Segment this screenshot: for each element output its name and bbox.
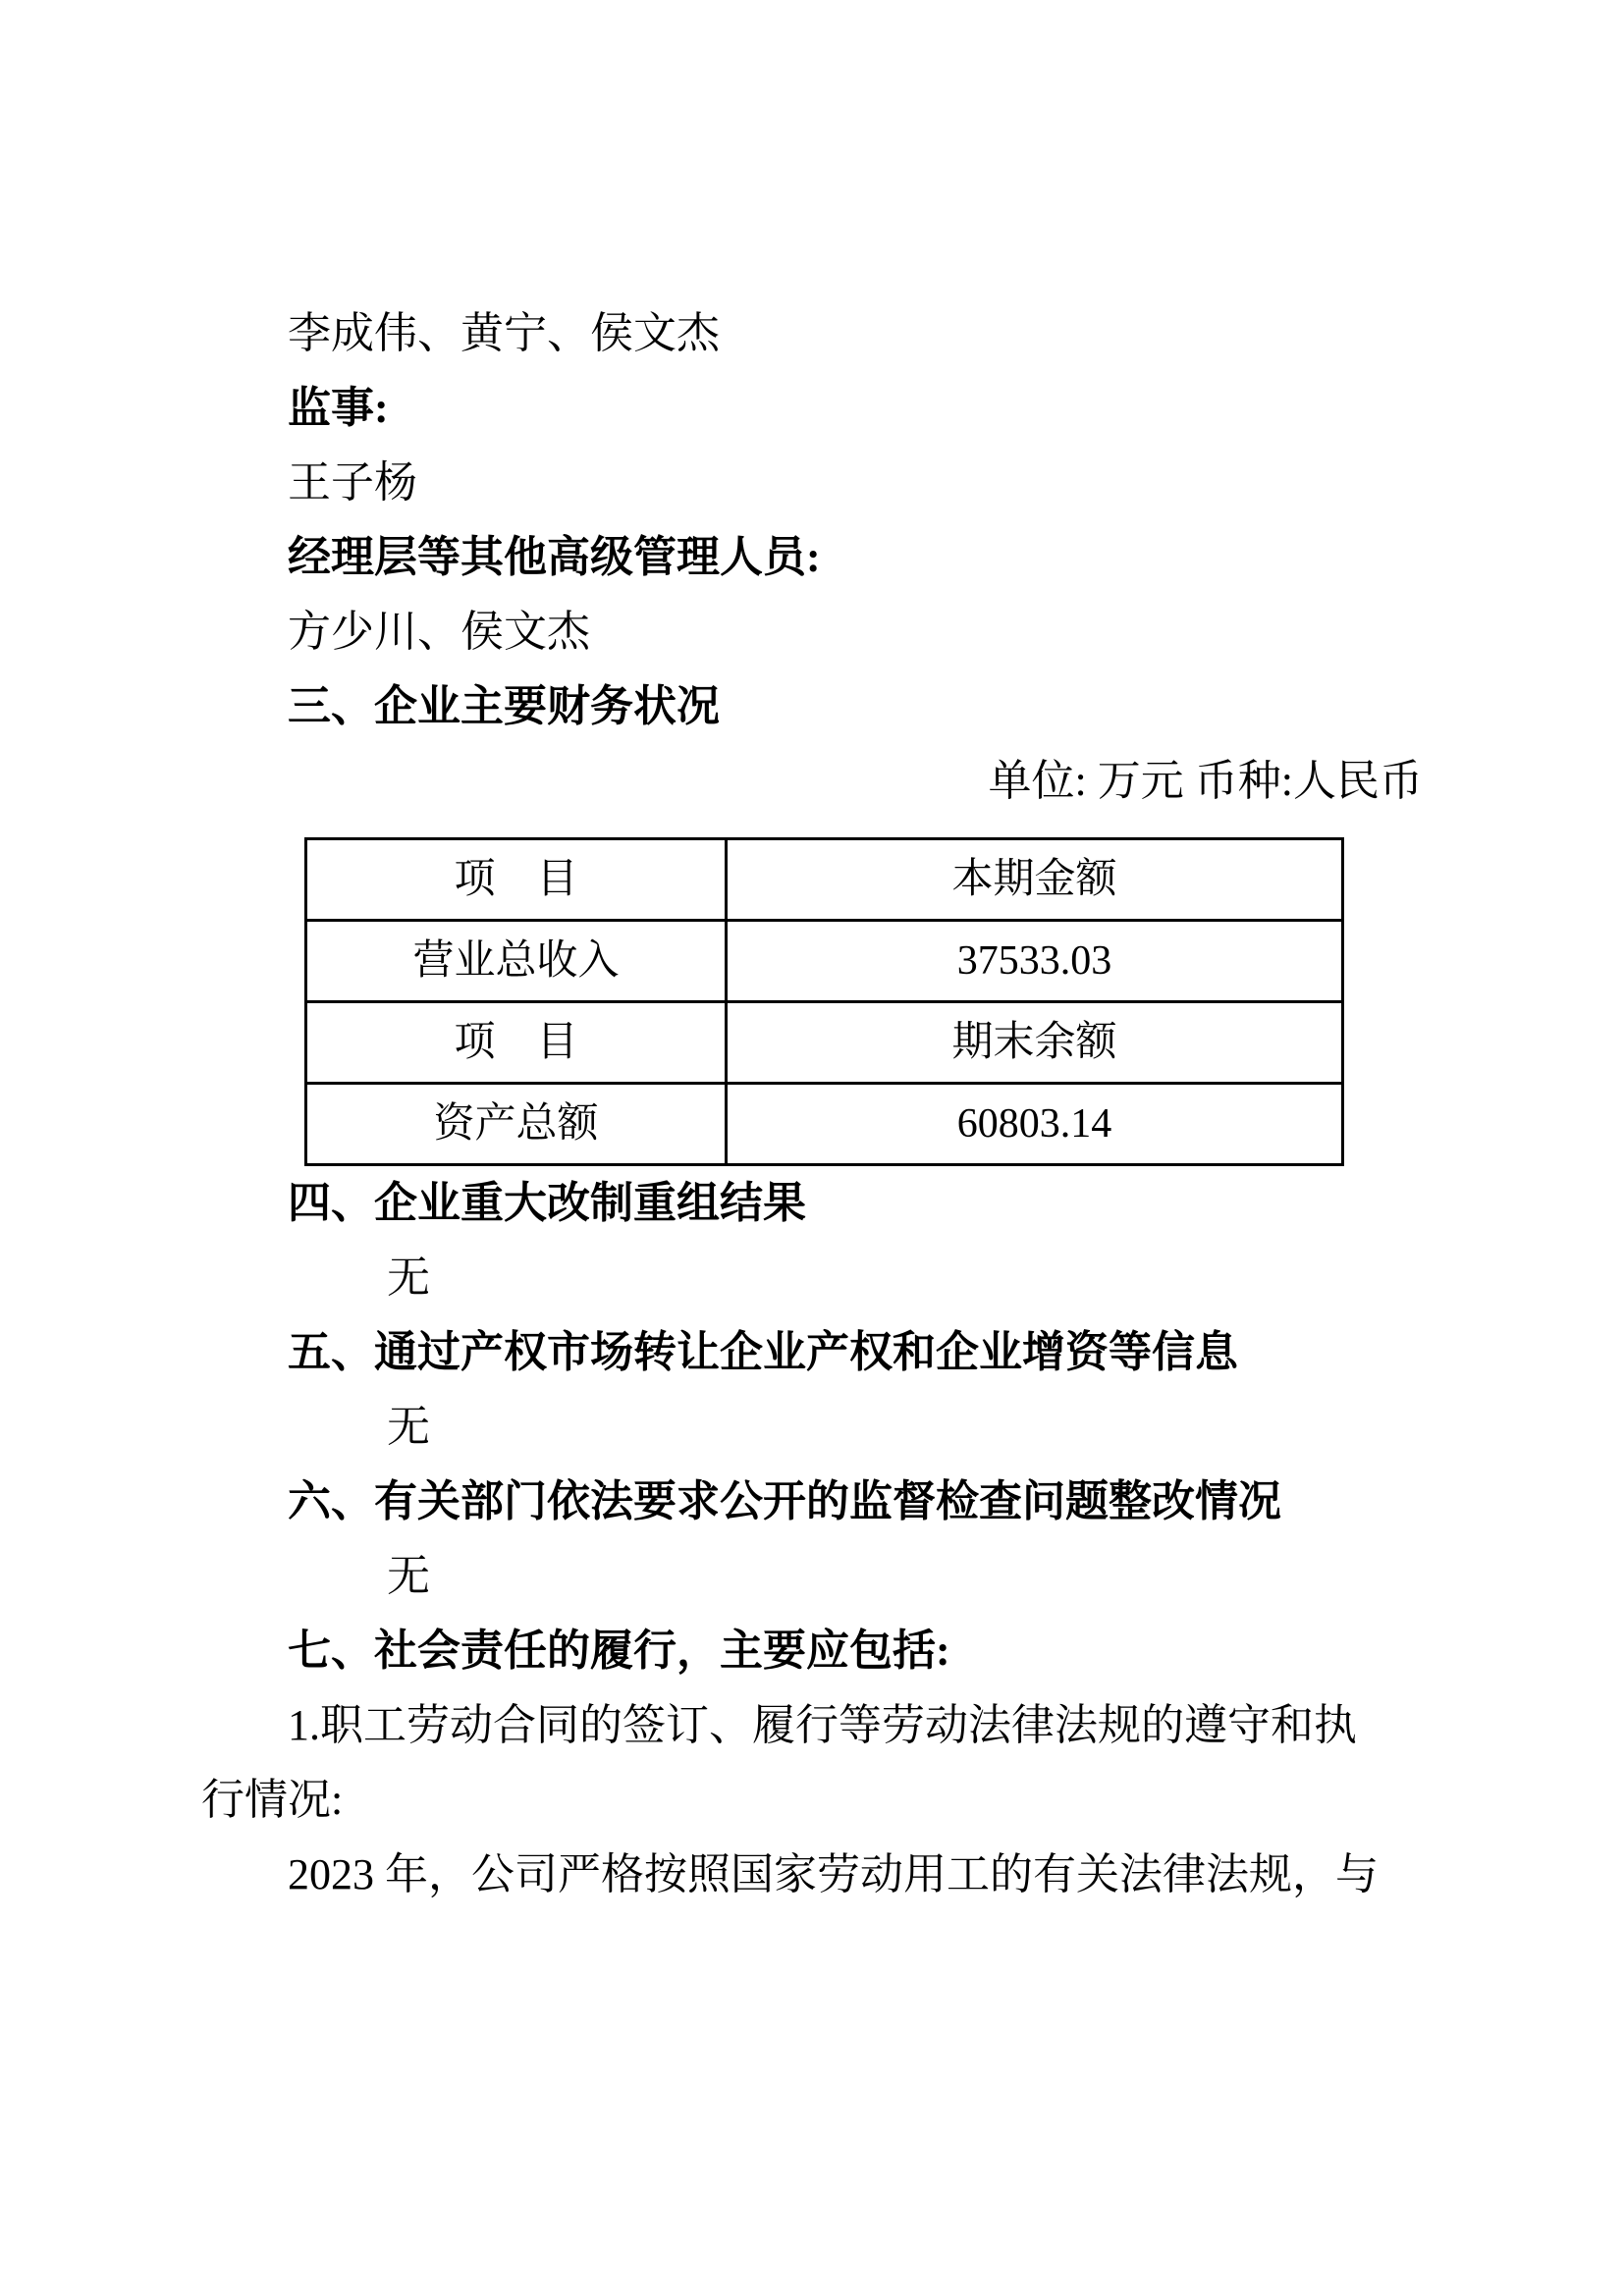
year-2023-paragraph-line: 2023 年，公司严格按照国家劳动用工的有关法律法规，与 bbox=[288, 1850, 1379, 1898]
table-row-assets bbox=[306, 1084, 1343, 1165]
managers-heading: 经理层等其他高级管理人员: bbox=[288, 533, 821, 581]
revenue-label-cell: 营业总收入 bbox=[306, 921, 727, 1002]
assets-label-cell: 资产总额 bbox=[306, 1084, 727, 1165]
table-row-revenue bbox=[306, 921, 1343, 1002]
restructure-section-heading: 四、企业重大改制重组结果 bbox=[288, 1179, 806, 1227]
finance-table bbox=[304, 837, 1344, 1166]
transfer-section-heading: 五、通过产权市场转让企业产权和企业增资等信息 bbox=[288, 1328, 1238, 1376]
inspection-none-line: 无 bbox=[387, 1552, 430, 1600]
amount-header-cell: 本期金额 bbox=[727, 839, 1343, 921]
item-header-cell: 项 目 bbox=[306, 839, 727, 921]
balance-header-cell: 期末余额 bbox=[727, 1002, 1343, 1084]
inspection-section-heading: 六、有关部门依法要求公开的监督检查问题整改情况 bbox=[288, 1477, 1281, 1525]
directors-names-line: 李成伟、黄宁、侯文杰 bbox=[288, 309, 720, 357]
document-content bbox=[201, 296, 1423, 1912]
item-header-cell-2: 项 目 bbox=[306, 1002, 727, 1084]
table-row-header-balance bbox=[306, 1002, 1343, 1084]
table-row-header-income bbox=[306, 839, 1343, 921]
restructure-none-line: 无 bbox=[387, 1254, 430, 1302]
managers-names-line: 方少川、侯文杰 bbox=[288, 608, 590, 656]
transfer-none-line: 无 bbox=[387, 1403, 430, 1451]
supervisor-name-line: 王子杨 bbox=[288, 458, 417, 507]
assets-value-cell: 60803.14 bbox=[727, 1084, 1343, 1165]
labor-paragraph-line1: 1.职工劳动合同的签订、履行等劳动法律法规的遵守和执 bbox=[288, 1701, 1357, 1749]
finance-section-heading: 三、企业主要财务状况 bbox=[288, 682, 720, 730]
supervisors-heading: 监事: bbox=[288, 384, 389, 432]
revenue-value-cell: 37533.03 bbox=[727, 921, 1343, 1002]
labor-paragraph-line2: 行情况: bbox=[201, 1776, 344, 1824]
unit-currency-note: 单位: 万元 币种:人民币 bbox=[988, 757, 1423, 805]
csr-section-heading: 七、社会责任的履行，主要应包括: bbox=[288, 1627, 950, 1675]
